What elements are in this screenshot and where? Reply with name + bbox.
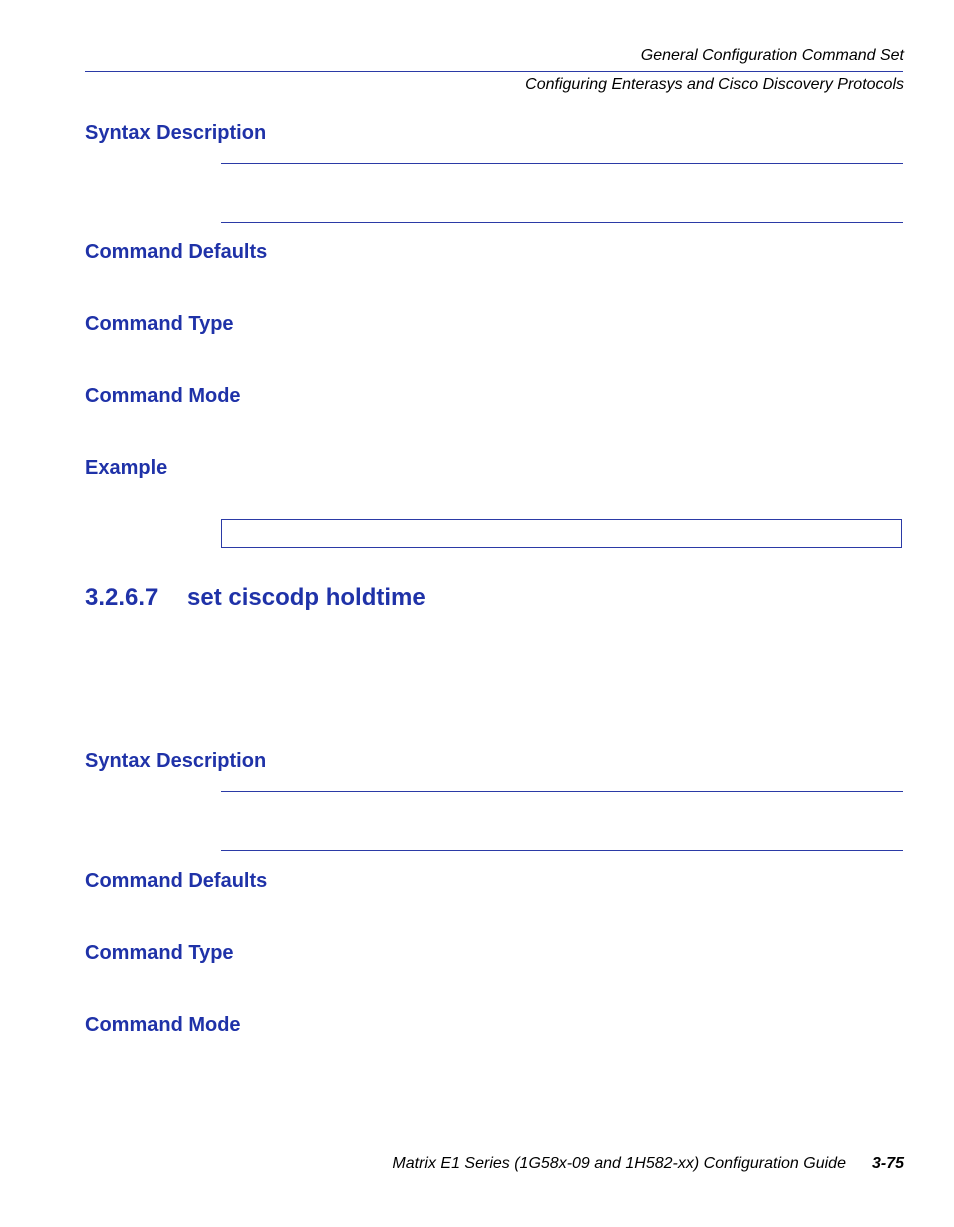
syntax-description-heading-2: Syntax Description (85, 750, 267, 772)
command-defaults-heading: Command Defaults (85, 241, 268, 263)
command-defaults-heading-2: Command Defaults (85, 870, 268, 892)
syntax-description-heading: Syntax Description (85, 122, 267, 144)
footer-guide-title: Matrix E1 Series (1G58x-09 and 1H582-xx) Configuration Guide (392, 1155, 846, 1172)
command-mode-heading: Command Mode (85, 385, 241, 407)
header-rule (85, 71, 903, 72)
section-number: 3.2.6.7 (85, 584, 159, 611)
section-name: set ciscodp holdtime (187, 584, 426, 611)
running-header-section: Configuring Enterasys and Cisco Discovery Protocols (525, 76, 904, 93)
command-type-heading: Command Type (85, 313, 234, 335)
running-header-chapter: General Configuration Command Set (640, 47, 904, 64)
command-type-heading-2: Command Type (85, 942, 234, 964)
example-heading: Example (85, 457, 168, 479)
syntax-table-top-rule-2 (221, 791, 903, 792)
page-number: 3-75 (871, 1155, 904, 1172)
syntax-table-bottom-rule-2 (221, 850, 903, 851)
syntax-table-bottom-rule (221, 222, 903, 223)
example-code-box (221, 519, 902, 548)
page-footer (392, 1155, 904, 1173)
syntax-table-top-rule (221, 163, 903, 164)
command-mode-heading-2: Command Mode (85, 1014, 241, 1036)
section-title (85, 584, 426, 612)
